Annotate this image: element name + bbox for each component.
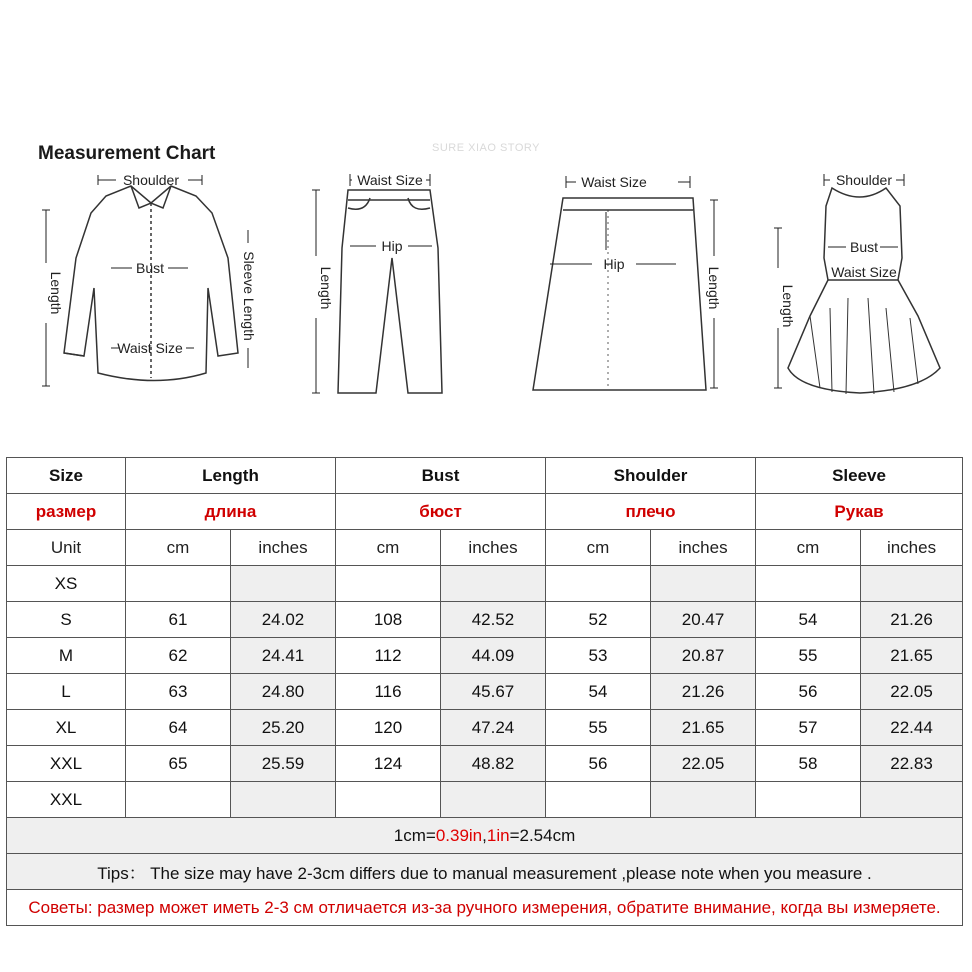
conversion-note (7, 818, 963, 854)
value-cell: 20.47 (651, 602, 756, 638)
table-body (7, 566, 963, 818)
value-cell (336, 782, 441, 818)
header-shoulder: Shoulder (546, 458, 756, 494)
size-cell: S (7, 602, 126, 638)
tips-row (7, 854, 963, 890)
size-cell: M (7, 638, 126, 674)
header-sleeve-ru: Рукав (756, 494, 963, 530)
value-cell (336, 566, 441, 602)
value-cell: 116 (336, 674, 441, 710)
value-cell (651, 782, 756, 818)
value-cell: 21.26 (651, 674, 756, 710)
value-cell: 45.67 (441, 674, 546, 710)
header-size-ru: размер (7, 494, 126, 530)
table-row (7, 746, 963, 782)
value-cell (546, 782, 651, 818)
tips-note-ru: Советы: размер может иметь 2-3 см отличается из-за ручного измерения, обратите внимание, когда вы измеряете. (7, 890, 963, 926)
value-cell: 24.80 (231, 674, 336, 710)
value-cell: 22.05 (651, 746, 756, 782)
value-cell: 20.87 (651, 638, 756, 674)
size-cell: XXL (7, 746, 126, 782)
unit-cell: cm (126, 530, 231, 566)
value-cell: 56 (546, 746, 651, 782)
unit-cell: inches (441, 530, 546, 566)
header-bust-ru: бюст (336, 494, 546, 530)
bust-label: Bust (135, 260, 165, 276)
value-cell: 55 (546, 710, 651, 746)
value-cell (231, 782, 336, 818)
table-row (7, 566, 963, 602)
value-cell: 65 (126, 746, 231, 782)
value-cell (861, 566, 963, 602)
shirt-diagram (36, 168, 266, 398)
value-cell (756, 566, 861, 602)
unit-cell: cm (336, 530, 441, 566)
value-cell: 22.44 (861, 710, 963, 746)
tips-row-ru (7, 890, 963, 926)
value-cell: 52 (546, 602, 651, 638)
dress-shoulder-label: Shoulder (835, 172, 893, 188)
dress-diagram (770, 168, 945, 403)
skirt-diagram (528, 168, 728, 398)
value-cell: 61 (126, 602, 231, 638)
value-cell: 25.20 (231, 710, 336, 746)
skirt-hip-label: Hip (603, 256, 625, 272)
value-cell: 24.41 (231, 638, 336, 674)
table-row (7, 674, 963, 710)
conversion-part: , (482, 825, 487, 845)
header-row (7, 458, 963, 494)
value-cell (231, 566, 336, 602)
page-title: Measurement Chart (38, 143, 216, 164)
value-cell: 44.09 (441, 638, 546, 674)
value-cell: 54 (756, 602, 861, 638)
value-cell: 120 (336, 710, 441, 746)
table-row (7, 602, 963, 638)
value-cell: 47.24 (441, 710, 546, 746)
shoulder-label: Shoulder (122, 172, 180, 188)
size-cell: XXL (7, 782, 126, 818)
table-row (7, 710, 963, 746)
dress-bust-label: Bust (849, 239, 879, 255)
waist-label: Waist Size (117, 340, 183, 356)
value-cell (126, 782, 231, 818)
unit-row (7, 530, 963, 566)
value-cell (756, 782, 861, 818)
value-cell: 62 (126, 638, 231, 674)
size-table (6, 457, 963, 926)
value-cell: 63 (126, 674, 231, 710)
tips-note: Tips： The size may have 2-3cm differs due to manual measurement ,please note when you measure . (7, 854, 963, 890)
skirt-waist-label: Waist Size (581, 174, 647, 190)
value-cell: 42.52 (441, 602, 546, 638)
value-cell: 21.65 (861, 638, 963, 674)
conversion-part: 0.39in (435, 825, 483, 845)
unit-cell: inches (861, 530, 963, 566)
value-cell: 22.05 (861, 674, 963, 710)
skirt-length-label: Length (706, 266, 722, 310)
value-cell: 58 (756, 746, 861, 782)
pants-length-label: Length (318, 266, 334, 310)
header-row-ru (7, 494, 963, 530)
table-row (7, 638, 963, 674)
value-cell: 53 (546, 638, 651, 674)
header-size: Size (7, 458, 126, 494)
pants-hip-label: Hip (381, 238, 403, 254)
size-cell: XL (7, 710, 126, 746)
length-label: Length (48, 271, 64, 315)
value-cell: 22.83 (861, 746, 963, 782)
value-cell: 57 (756, 710, 861, 746)
value-cell (441, 782, 546, 818)
value-cell (546, 566, 651, 602)
value-cell: 24.02 (231, 602, 336, 638)
value-cell: 21.26 (861, 602, 963, 638)
value-cell (861, 782, 963, 818)
conversion-part: 1cm= (393, 825, 436, 845)
value-cell: 56 (756, 674, 861, 710)
unit-cell: inches (231, 530, 336, 566)
value-cell: 108 (336, 602, 441, 638)
unit-cell: cm (546, 530, 651, 566)
table-row (7, 782, 963, 818)
pants-waist-label: Waist Size (357, 172, 423, 188)
size-cell: L (7, 674, 126, 710)
size-cell: XS (7, 566, 126, 602)
value-cell: 124 (336, 746, 441, 782)
dress-length-label: Length (780, 284, 796, 328)
value-cell: 112 (336, 638, 441, 674)
value-cell: 64 (126, 710, 231, 746)
value-cell: 21.65 (651, 710, 756, 746)
pants-diagram (300, 168, 460, 403)
unit-label: Unit (7, 530, 126, 566)
header-shoulder-ru: плечо (546, 494, 756, 530)
conversion-part: 1in (486, 825, 510, 845)
value-cell: 25.59 (231, 746, 336, 782)
header-length: Length (126, 458, 336, 494)
header-length-ru: длина (126, 494, 336, 530)
sleeve-length-label: Sleeve Length (241, 251, 257, 341)
value-cell (441, 566, 546, 602)
value-cell: 55 (756, 638, 861, 674)
header-sleeve: Sleeve (756, 458, 963, 494)
unit-cell: inches (651, 530, 756, 566)
unit-cell: cm (756, 530, 861, 566)
dress-waist-label: Waist Size (831, 264, 897, 280)
watermark: SURE XIAO STORY (432, 142, 540, 154)
conversion-row (7, 818, 963, 854)
value-cell: 54 (546, 674, 651, 710)
value-cell (651, 566, 756, 602)
value-cell (126, 566, 231, 602)
conversion-part: =2.54cm (509, 825, 576, 845)
header-bust: Bust (336, 458, 546, 494)
value-cell: 48.82 (441, 746, 546, 782)
